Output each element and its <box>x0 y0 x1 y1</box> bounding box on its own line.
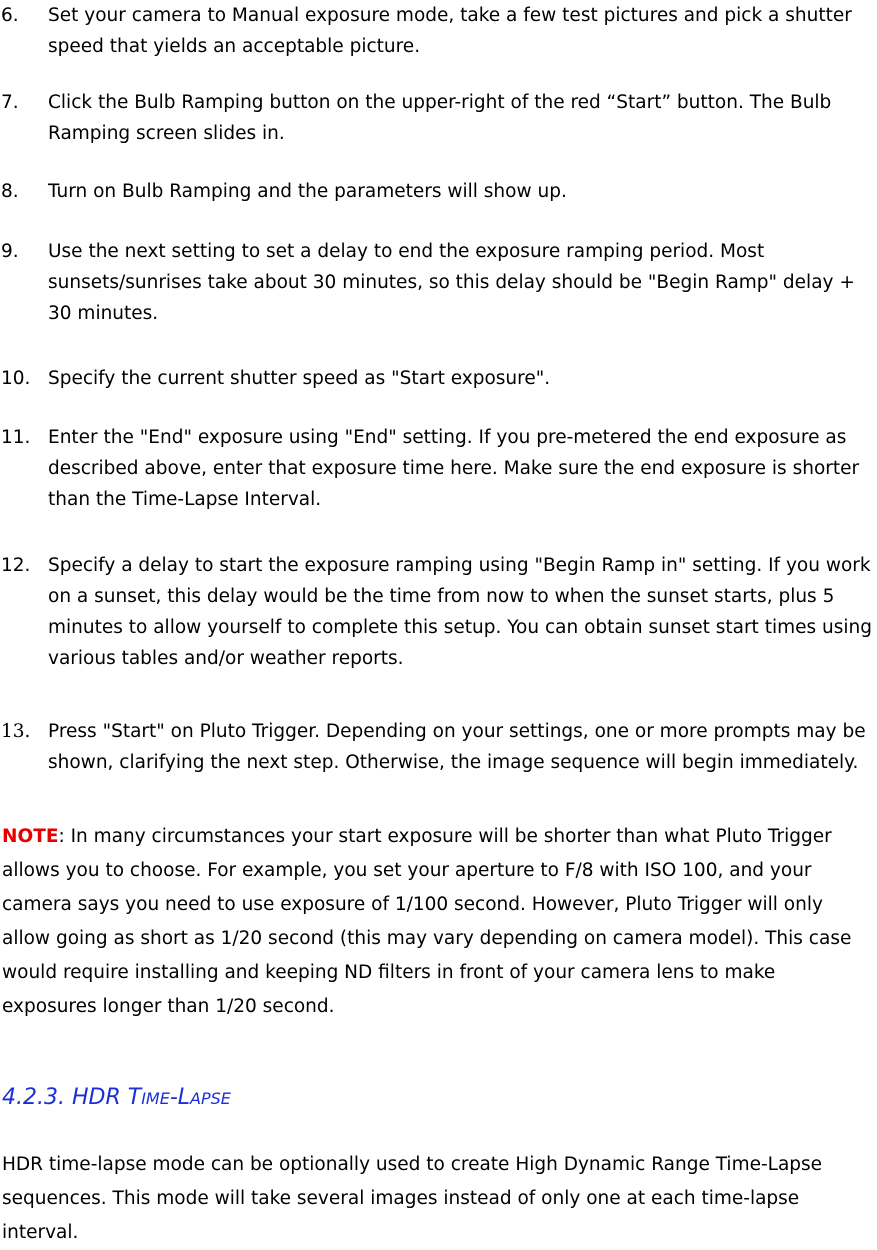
body-paragraph: HDR time-lapse mode can be optionally used to create High Dynamic Range Time-Lapse sequences. This mode will take several images instead of only one at each time-lapse interval. <box>2 1154 823 1243</box>
note-text: : In many circumstances your start exposure will be shorter than what Pluto Trigger allows you to choose. For example, you set your aperture to F/8 with ISO 100, and your camera says you need to use exposure of 1/100 second. However, Pluto Trigger will only allow going as short as 1/20 second (this may vary depending on camera model). This case would require installing and keeping ND filters in front of your camera lens to make exposures longer than 1/20 second. <box>2 826 852 1017</box>
step-text: Use the next setting to set a delay to end the exposure ramping period. Most sunsets/sunrises take about 30 minutes, so this delay should be "Begin Ramp" delay + 30 minutes. <box>48 241 855 324</box>
step-text: Specify a delay to start the exposure ramping using "Begin Ramp in" setting. If you work on a sunset, this delay would be the time from now to when the sunset starts, plus 5 minutes to allow yourself to complete this setup. You can obtain sunset start times using various tables and/or weather reports. <box>48 555 872 669</box>
step-text: Specify the current shutter speed as "Start exposure". <box>48 368 551 389</box>
list-item-step-8 <box>0 176 877 207</box>
step-number: 9. <box>1 241 19 262</box>
step-text: Set your camera to Manual exposure mode, take a few test pictures and pick a shutter speed that yields an acceptable picture. <box>48 5 852 57</box>
list-item-step-10 <box>0 363 877 394</box>
note-label: NOTE <box>2 826 59 847</box>
section-title-dash: -L <box>169 1085 191 1110</box>
step-text: Enter the "End" exposure using "End" setting. If you pre-metered the end exposure as described above, enter that exposure time here. Make sure the end exposure is shorter than the Time-Lapse Interval. <box>48 427 860 510</box>
section-title-small-1: IME <box>141 1089 170 1108</box>
section-number: 4.2.3. <box>2 1085 65 1110</box>
step-number: 11. <box>1 427 31 448</box>
step-text: Click the Bulb Ramping button on the upper-right of the red “Start” button. The Bulb Ramping screen slides in. <box>48 92 832 144</box>
list-item-step-12 <box>0 550 877 674</box>
section-heading <box>2 1081 231 1116</box>
step-number: 6. <box>1 5 19 26</box>
step-number: 12. <box>1 555 31 576</box>
section-title-small-2: APSE <box>190 1089 231 1108</box>
list-item-step-13 <box>0 716 877 778</box>
list-item-step-7 <box>0 87 877 149</box>
step-text: Turn on Bulb Ramping and the parameters will show up. <box>48 181 567 202</box>
note-paragraph <box>2 820 875 1024</box>
step-number: 8. <box>1 181 19 202</box>
step-number: 10. <box>1 368 31 389</box>
step-text: Press "Start" on Pluto Trigger. Depending on your settings, one or more prompts may be shown, clarifying the next step. Otherwise, the image sequence will begin immediately. <box>48 721 866 773</box>
step-number: 13. <box>1 721 31 742</box>
section-title-prefix: HDR T <box>71 1085 142 1110</box>
list-item-step-9 <box>0 236 877 329</box>
list-item-step-11 <box>0 422 877 515</box>
list-item-step-6 <box>0 0 877 62</box>
step-number: 7. <box>1 92 19 113</box>
